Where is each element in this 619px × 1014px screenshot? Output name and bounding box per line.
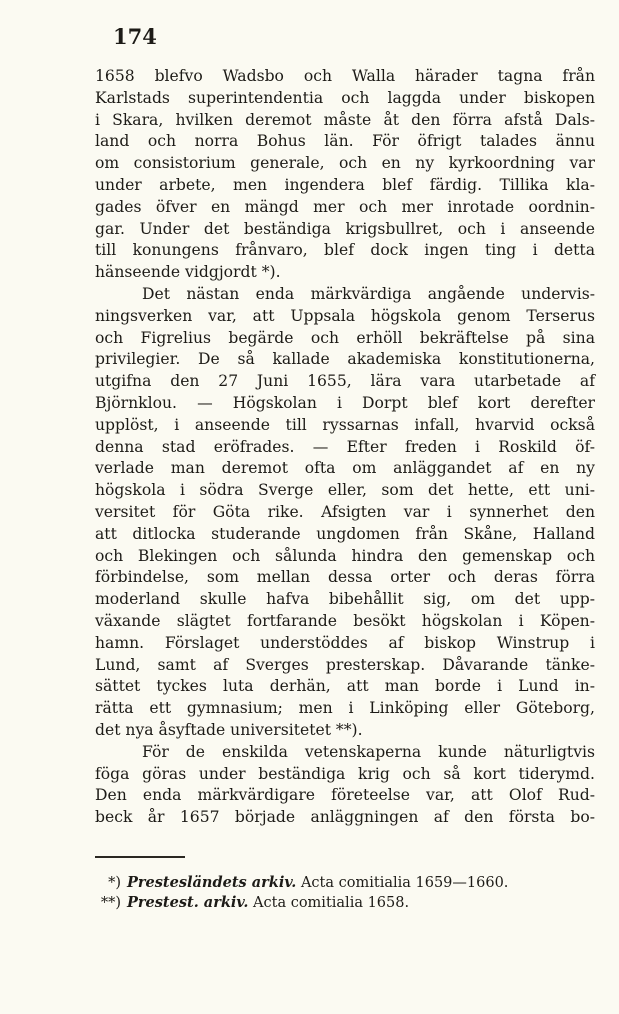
footnote-text: Acta comitialia 1659—1660. [300,875,509,891]
text-line: hamn. Förslaget understöddes af biskop Winstrup i [95,633,595,652]
text-line: och Blekingen och sålunda hindra den gemenskap och [95,546,595,565]
text-line: gar. Under det beständiga krigsbullret, och i anseende [95,219,595,238]
text-line: och Figrelius begärde och erhöll bekräftelse på sina [95,328,595,347]
footnote-source: Prestesländets arkiv. [127,874,297,891]
text-line: För de enskilda vetenskaperna kunde näturligtvis [142,742,595,761]
text-line: 1658 blefvo Wadsbo och Walla härader tagna från [95,67,595,85]
text-line: Karlstads superintendentia och laggda under biskopen [95,88,595,107]
text-line: Den enda märkvärdigare företeelse var, att Olof Rud- [95,786,595,805]
text-line: moderland skulle hafva bibehållit sig, om det upp- [95,590,595,609]
text-line: att ditlocka studerande ungdomen från Skåne, Halland [95,524,595,543]
page-number: 174 [113,24,157,49]
footnote-mark: *) [108,875,121,891]
text-line: Lund, samt af Sverges presterskap. Dåvarande tänke- [95,655,595,674]
footnote-divider [95,856,185,858]
text-line: upplöst, i anseende till ryssarnas infall, hvarvid också [95,415,595,434]
footnote [95,893,595,913]
footnote [95,873,595,893]
text-line: till konungens frånvaro, blef dock ingen ting i detta [95,241,595,260]
text-line: om consistorium generale, och en ny kyrkoordning var [95,154,595,173]
text-line: verlade man deremot ofta om anläggandet af en ny [95,459,595,478]
text-line: denna stad eröfrades. — Efter freden i Roskild öf- [95,437,595,456]
text-line: högskola i södra Sverge eller, som det hette, ett uni- [95,481,595,500]
footnote-text: Acta comitialia 1658. [253,895,410,911]
text-line: ningsverken var, att Uppsala högskola genom Terserus [95,306,595,325]
footnote-mark: **) [100,895,121,911]
text-line: föga göras under beständiga krig och så kort tiderymd. [95,764,595,783]
body-text [95,66,595,829]
text-line: under arbete, men ingendera blef färdig. Tillika kla- [95,175,595,194]
text-line: beck år 1657 började anläggningen af den första bo- [95,808,595,827]
footnotes [95,873,595,913]
text-line: privilegier. De så kallade akademiska konstitutionerna, [95,350,595,369]
text-line: versitet för Göta rike. Afsigten var i synnerhet den [95,502,595,521]
text-line: rätta ett gymnasium; men i Linköping eller Göteborg, [95,699,595,718]
text-line: sättet tyckes luta derhän, att man borde i Lund in- [95,677,595,696]
text-line: land och norra Bohus län. För öfrigt talades ännu [95,132,595,151]
text-line: växande slägtet fortfarande besökt högskolan i Köpen- [95,611,595,630]
text-line: det nya åsyftade universitetet **). [95,720,363,739]
text-line: förbindelse, som mellan dessa orter och deras förra [95,568,595,587]
text-line: Det nästan enda märkvärdiga angående undervis- [142,284,595,303]
text-line: utgifna den 27 Juni 1655, lära vara utarbetade af [95,372,595,391]
text-line: hänseende vidgjordt *). [95,263,281,282]
footnote-source: Prestest. arkiv. [127,894,249,911]
text-line: Björnklou. — Högskolan i Dorpt blef kort derefter [95,393,595,412]
text-line: i Skara, hvilken deremot måste åt den förra afstå Dals- [95,110,595,129]
text-line: gades öfver en mängd mer och mer inrotade oordnin- [95,197,595,216]
